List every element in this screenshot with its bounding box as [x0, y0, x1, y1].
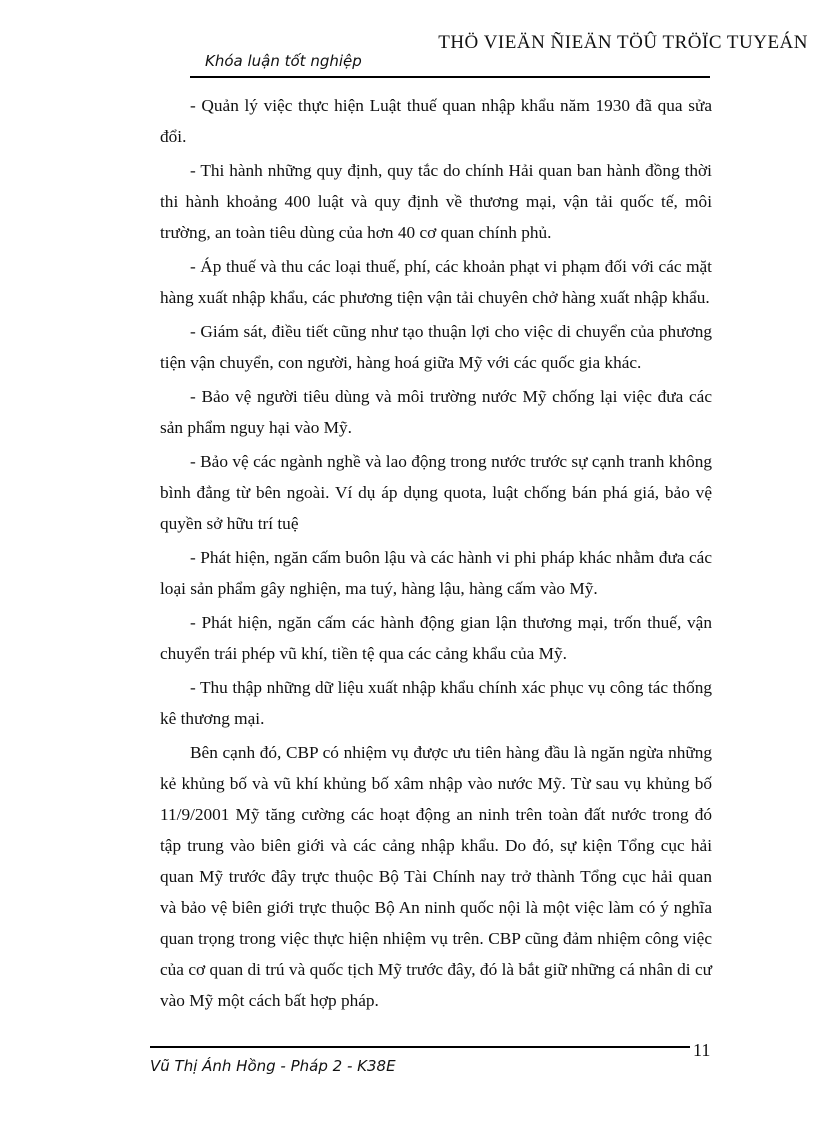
paragraph: Bên cạnh đó, CBP có nhiệm vụ được ưu tiên hàng đầu là ngăn ngừa những kẻ khủng bố và vũ khí khủng bố xâm nhập vào nước Mỹ. Từ sau vụ khủng bố 11/9/2001 Mỹ tăng cường các hoạt động an ninh trên toàn đất nước trong đó tập trung vào biên giới và các cảng nhập khẩu. Do đó, sự kiện Tổng cục hải quan Mỹ trước đây trực thuộc Bộ Tài Chính nay trở thành Tổng cục hải quan và bảo vệ biên giới trực thuộc Bộ An ninh quốc nội là một việc làm có ý nghĩa quan trọng trong việc thực hiện nhiệm vụ trên. CBP cũng đảm nhiệm công việc của cơ quan di trú và quốc tịch Mỹ trước đây, đó là bắt giữ những cá nhân di cư vào Mỹ một cách bất hợp pháp. [160, 743, 712, 1010]
header-divider [190, 76, 710, 78]
paragraph: - Bảo vệ các ngành nghề và lao động trong nước trước sự cạnh tranh không bình đẳng từ bên ngoài. Ví dụ áp dụng quota, luật chống bán phá giá, bảo vệ quyền sở hữu trí tuệ [160, 452, 712, 533]
paragraph: - Phát hiện, ngăn cấm buôn lậu và các hành vi phi pháp khác nhằm đưa các loại sản phẩm gây nghiện, ma tuý, hàng lậu, hàng cấm vào Mỹ. [160, 548, 712, 598]
paragraph: - Phát hiện, ngăn cấm các hành động gian lận thương mại, trốn thuế, vận chuyển trái phép vũ khí, tiền tệ qua các cảng khẩu của Mỹ. [160, 613, 712, 663]
paragraph: - Giám sát, điều tiết cũng như tạo thuận lợi cho việc di chuyển của phương tiện vận chuyển, con người, hàng hoá giữa Mỹ với các quốc gia khác. [160, 322, 712, 372]
document-body [160, 90, 712, 1019]
paragraph: - Bảo vệ người tiêu dùng và môi trường nước Mỹ chống lại việc đưa các sản phẩm nguy hại vào Mỹ. [160, 387, 712, 437]
paragraph: - Áp thuế và thu các loại thuế, phí, các khoản phạt vi phạm đối với các mặt hàng xuất nhập khẩu, các phương tiện vận tải chuyên chở hàng xuất nhập khẩu. [160, 257, 712, 307]
footer-author: Vũ Thị Ánh Hồng - Pháp 2 - K38E [150, 1057, 396, 1075]
paragraph: - Thu thập những dữ liệu xuất nhập khẩu chính xác phục vụ công tác thống kê thương mại. [160, 678, 712, 728]
paragraph: - Thi hành những quy định, quy tắc do chính Hải quan ban hành đồng thời thi hành khoảng 400 luật và quy định về thương mại, vận tải quốc tế, môi trường, an toàn tiêu dùng của hơn 40 cơ quan chính phủ. [160, 161, 712, 242]
footer-divider [150, 1046, 690, 1048]
page-number: 11 [693, 1040, 711, 1060]
header-thesis-label: Khóa luận tốt nghiệp [205, 52, 362, 70]
header-library-title: THÖ VIEÄN ÑIEÄN TÖÛ TRÖÏC TUYEÁN [438, 32, 808, 53]
paragraph: - Quản lý việc thực hiện Luật thuế quan nhập khẩu năm 1930 đã qua sửa đổi. [160, 96, 712, 146]
